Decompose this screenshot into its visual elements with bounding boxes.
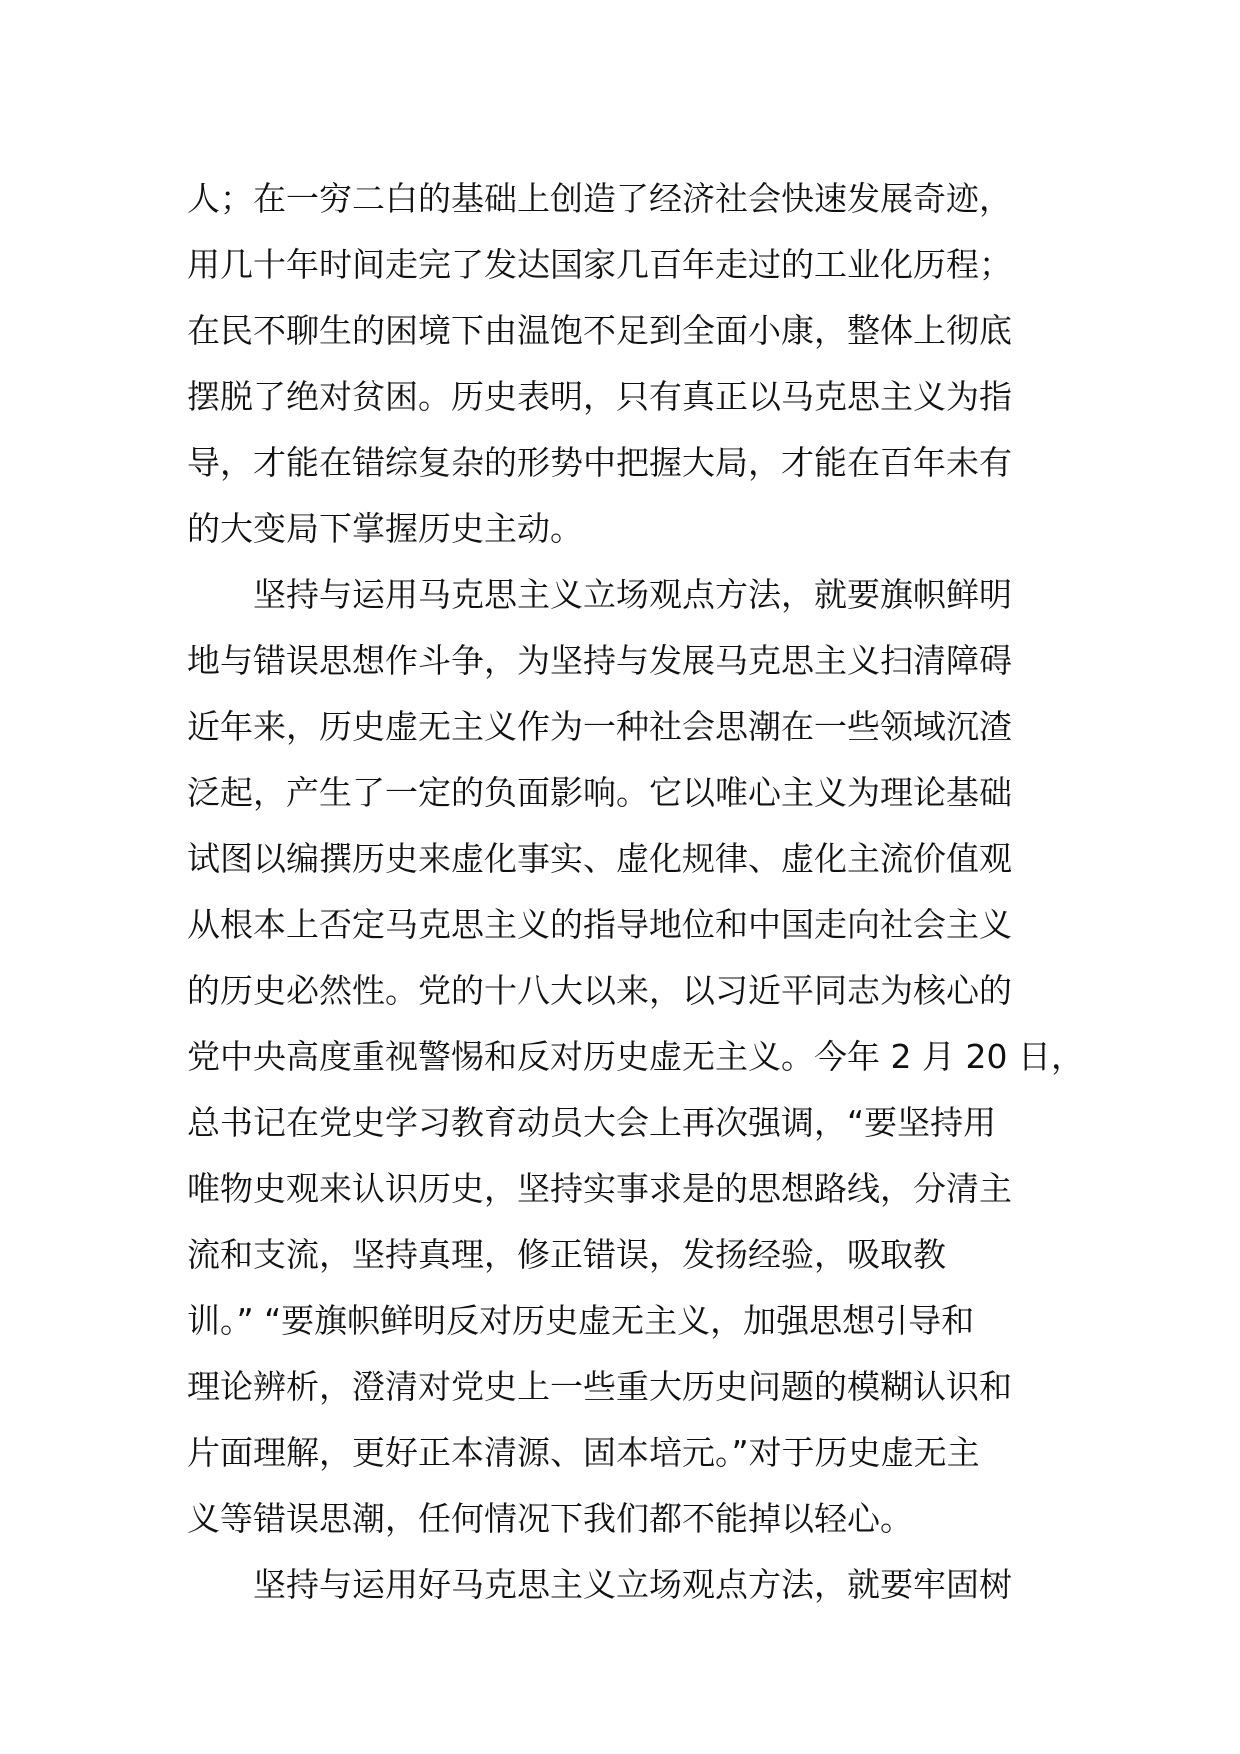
text-line: 总书记在党史学习教育动员大会上再次强调，“要坚持用 — [187, 1103, 997, 1142]
text-line: 从根本上否定马克思主义的指导地位和中国走向社会主义 — [187, 905, 1012, 944]
text-line: 泛起，产生了一定的负面影响。它以唯心主义为理论基础 — [187, 773, 1012, 812]
text-line: 流和支流，坚持真理，修正错误，发扬经验，吸取教 — [187, 1235, 946, 1274]
text-line: 片面理解，更好正本清源、固本培元。”对于历史虚无主 — [187, 1433, 980, 1472]
text-line: 训。” “要旗帜鲜明反对历史虚无主义，加强思想引导和 — [187, 1301, 975, 1340]
paragraph-start-line: 坚持与运用好马克思主义立场观点方法，就要牢固树 — [253, 1565, 1012, 1604]
text-line: 党中央高度重视警惕和反对历史虚无主义。今年 2 月 20 日， — [187, 1037, 1084, 1076]
text-line: 地与错误思想作斗争，为坚持与发展马克思主义扫清障碍 — [187, 641, 1012, 680]
text-line: 摆脱了绝对贫困。历史表明，只有真正以马克思主义为指 — [187, 377, 1012, 416]
text-line: 试图以编撰历史来虚化事实、虚化规律、虚化主流价值观 — [187, 839, 1012, 878]
paragraph-start-line: 坚持与运用马克思主义立场观点方法，就要旗帜鲜明 — [253, 575, 1012, 614]
text-line: 唯物史观来认识历史，坚持实事求是的思想路线，分清主 — [187, 1169, 1012, 1208]
text-line: 的大变局下掌握历史主动。 — [187, 509, 583, 548]
text-line: 理论辨析，澄清对党史上一些重大历史问题的模糊认识和 — [187, 1367, 1012, 1406]
text-line: 用几十年时间走完了发达国家几百年走过的工业化历程； — [187, 245, 1012, 284]
text-line: 的历史必然性。党的十八大以来，以习近平同志为核心的 — [187, 971, 1012, 1010]
text-line: 义等错误思潮，任何情况下我们都不能掉以轻心。 — [187, 1499, 913, 1538]
text-line: 近年来，历史虚无主义作为一种社会思潮在一些领域沉渣 — [187, 707, 1012, 746]
text-line: 导，才能在错综复杂的形势中把握大局，才能在百年未有 — [187, 443, 1012, 482]
text-line: 在民不聊生的困境下由温饱不足到全面小康，整体上彻底 — [187, 311, 1012, 350]
text-line: 人；在一穷二白的基础上创造了经济社会快速发展奇迹， — [187, 179, 1012, 218]
body-text — [187, 166, 1087, 1618]
